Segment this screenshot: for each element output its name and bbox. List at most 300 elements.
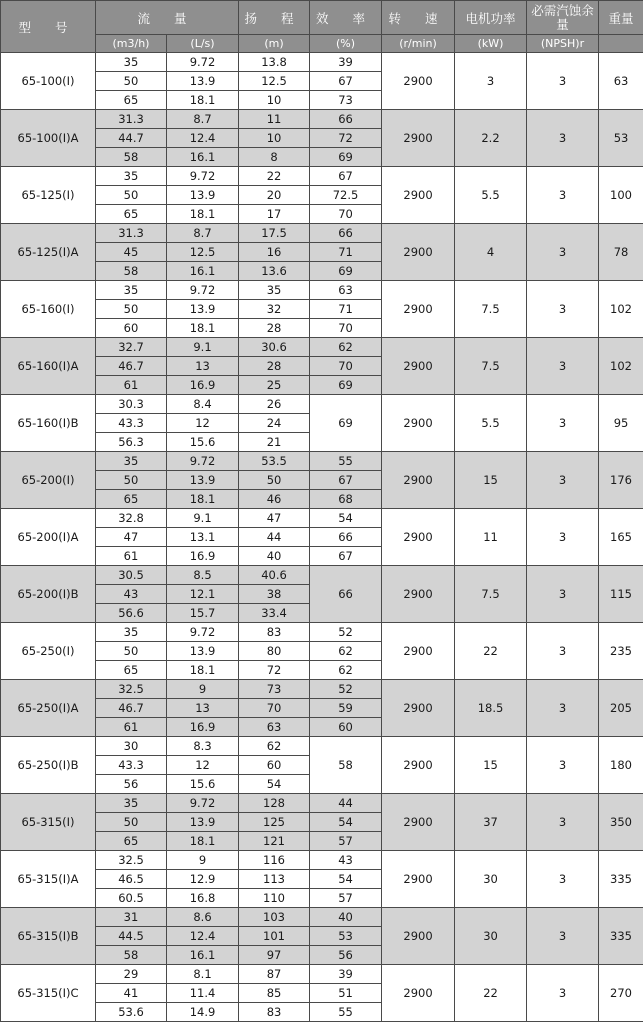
table-row bbox=[1, 338, 643, 357]
speed-cell: 2900 bbox=[382, 566, 455, 623]
power-cell: 7.5 bbox=[455, 281, 527, 338]
flow-m3h-cell: 31.3 bbox=[96, 110, 167, 129]
efficiency-cell: 70 bbox=[310, 205, 382, 224]
weight-cell: 205 bbox=[599, 680, 643, 737]
head-cell: 103 bbox=[239, 908, 310, 927]
flow-ls-cell: 8.1 bbox=[167, 965, 239, 984]
efficiency-cell: 55 bbox=[310, 1003, 382, 1022]
head-cell: 47 bbox=[239, 509, 310, 528]
efficiency-cell: 62 bbox=[310, 661, 382, 680]
speed-cell: 2900 bbox=[382, 224, 455, 281]
efficiency-cell: 54 bbox=[310, 813, 382, 832]
speed-cell: 2900 bbox=[382, 167, 455, 224]
power-cell: 30 bbox=[455, 851, 527, 908]
flow-m3h-cell: 50 bbox=[96, 72, 167, 91]
flow-m3h-cell: 61 bbox=[96, 547, 167, 566]
power-cell: 22 bbox=[455, 623, 527, 680]
flow-m3h-cell: 60.5 bbox=[96, 889, 167, 908]
head-cell: 40.6 bbox=[239, 566, 310, 585]
flow-ls-cell: 9.72 bbox=[167, 452, 239, 471]
flow-ls-cell: 13.9 bbox=[167, 186, 239, 205]
head-cell: 110 bbox=[239, 889, 310, 908]
flow-m3h-cell: 56.3 bbox=[96, 433, 167, 452]
model-cell: 65-160(I)B bbox=[1, 395, 96, 452]
efficiency-cell: 66 bbox=[310, 566, 382, 623]
power-cell: 3 bbox=[455, 53, 527, 110]
flow-m3h-cell: 32.5 bbox=[96, 680, 167, 699]
flow-m3h-cell: 65 bbox=[96, 205, 167, 224]
flow-ls-cell: 8.4 bbox=[167, 395, 239, 414]
units-row bbox=[1, 35, 643, 53]
head-cell: 12.5 bbox=[239, 72, 310, 91]
flow-m3h-cell: 65 bbox=[96, 91, 167, 110]
efficiency-cell: 67 bbox=[310, 547, 382, 566]
flow-m3h-cell: 53.6 bbox=[96, 1003, 167, 1022]
model-cell: 65-250(I) bbox=[1, 623, 96, 680]
weight-cell: 115 bbox=[599, 566, 643, 623]
flow-ls-cell: 13.9 bbox=[167, 72, 239, 91]
flow-ls-cell: 18.1 bbox=[167, 832, 239, 851]
flow-ls-cell: 16.1 bbox=[167, 148, 239, 167]
header-row bbox=[1, 1, 643, 35]
table-row bbox=[1, 167, 643, 186]
header-speed: 转 速 bbox=[382, 1, 455, 35]
head-cell: 8 bbox=[239, 148, 310, 167]
head-cell: 44 bbox=[239, 528, 310, 547]
head-cell: 10 bbox=[239, 91, 310, 110]
efficiency-cell: 55 bbox=[310, 452, 382, 471]
flow-ls-cell: 9.1 bbox=[167, 338, 239, 357]
model-cell: 65-100(I)A bbox=[1, 110, 96, 167]
flow-ls-cell: 13.1 bbox=[167, 528, 239, 547]
flow-m3h-cell: 35 bbox=[96, 452, 167, 471]
header-model: 型 号 bbox=[1, 1, 96, 53]
flow-ls-cell: 8.7 bbox=[167, 224, 239, 243]
flow-ls-cell: 15.7 bbox=[167, 604, 239, 623]
flow-m3h-cell: 30.3 bbox=[96, 395, 167, 414]
header-efficiency: 效 率 bbox=[310, 1, 382, 35]
flow-m3h-cell: 61 bbox=[96, 718, 167, 737]
weight-cell: 63 bbox=[599, 53, 643, 110]
flow-ls-cell: 9.72 bbox=[167, 794, 239, 813]
npsh-cell: 3 bbox=[527, 680, 599, 737]
head-cell: 50 bbox=[239, 471, 310, 490]
efficiency-cell: 67 bbox=[310, 72, 382, 91]
head-cell: 72 bbox=[239, 661, 310, 680]
model-cell: 65-250(I)A bbox=[1, 680, 96, 737]
speed-cell: 2900 bbox=[382, 851, 455, 908]
head-cell: 128 bbox=[239, 794, 310, 813]
head-cell: 20 bbox=[239, 186, 310, 205]
npsh-cell: 3 bbox=[527, 167, 599, 224]
flow-m3h-cell: 50 bbox=[96, 471, 167, 490]
flow-ls-cell: 12.5 bbox=[167, 243, 239, 262]
speed-cell: 2900 bbox=[382, 281, 455, 338]
flow-m3h-cell: 44.5 bbox=[96, 927, 167, 946]
speed-cell: 2900 bbox=[382, 338, 455, 395]
efficiency-cell: 44 bbox=[310, 794, 382, 813]
speed-cell: 2900 bbox=[382, 509, 455, 566]
head-cell: 24 bbox=[239, 414, 310, 433]
npsh-cell: 3 bbox=[527, 53, 599, 110]
flow-ls-cell: 16.9 bbox=[167, 718, 239, 737]
unit-efficiency: (%) bbox=[310, 35, 382, 53]
npsh-cell: 3 bbox=[527, 851, 599, 908]
npsh-cell: 3 bbox=[527, 110, 599, 167]
efficiency-cell: 62 bbox=[310, 338, 382, 357]
flow-m3h-cell: 61 bbox=[96, 376, 167, 395]
model-cell: 65-200(I) bbox=[1, 452, 96, 509]
efficiency-cell: 66 bbox=[310, 528, 382, 547]
header-head: 扬 程 bbox=[239, 1, 310, 35]
npsh-cell: 3 bbox=[527, 224, 599, 281]
npsh-cell: 3 bbox=[527, 395, 599, 452]
head-cell: 116 bbox=[239, 851, 310, 870]
flow-ls-cell: 13.9 bbox=[167, 642, 239, 661]
head-cell: 83 bbox=[239, 623, 310, 642]
speed-cell: 2900 bbox=[382, 623, 455, 680]
flow-ls-cell: 13 bbox=[167, 699, 239, 718]
flow-ls-cell: 18.1 bbox=[167, 319, 239, 338]
weight-cell: 335 bbox=[599, 851, 643, 908]
flow-m3h-cell: 58 bbox=[96, 148, 167, 167]
table-row bbox=[1, 566, 643, 585]
flow-ls-cell: 8.3 bbox=[167, 737, 239, 756]
efficiency-cell: 72.5 bbox=[310, 186, 382, 205]
flow-m3h-cell: 65 bbox=[96, 490, 167, 509]
spec-body bbox=[1, 53, 643, 1022]
power-cell: 7.5 bbox=[455, 338, 527, 395]
model-cell: 65-200(I)A bbox=[1, 509, 96, 566]
header-power: 电机功率 bbox=[455, 1, 527, 35]
flow-ls-cell: 8.6 bbox=[167, 908, 239, 927]
flow-m3h-cell: 58 bbox=[96, 262, 167, 281]
flow-m3h-cell: 65 bbox=[96, 661, 167, 680]
flow-m3h-cell: 30.5 bbox=[96, 566, 167, 585]
head-cell: 53.5 bbox=[239, 452, 310, 471]
head-cell: 125 bbox=[239, 813, 310, 832]
flow-ls-cell: 12.4 bbox=[167, 129, 239, 148]
flow-m3h-cell: 46.7 bbox=[96, 357, 167, 376]
model-cell: 65-200(I)B bbox=[1, 566, 96, 623]
efficiency-cell: 69 bbox=[310, 148, 382, 167]
table-row bbox=[1, 965, 643, 984]
power-cell: 15 bbox=[455, 452, 527, 509]
efficiency-cell: 69 bbox=[310, 395, 382, 452]
table-row bbox=[1, 908, 643, 927]
flow-m3h-cell: 43.3 bbox=[96, 414, 167, 433]
flow-m3h-cell: 41 bbox=[96, 984, 167, 1003]
speed-cell: 2900 bbox=[382, 737, 455, 794]
flow-ls-cell: 16.8 bbox=[167, 889, 239, 908]
head-cell: 17 bbox=[239, 205, 310, 224]
efficiency-cell: 53 bbox=[310, 927, 382, 946]
head-cell: 26 bbox=[239, 395, 310, 414]
flow-m3h-cell: 56 bbox=[96, 775, 167, 794]
head-cell: 17.5 bbox=[239, 224, 310, 243]
speed-cell: 2900 bbox=[382, 395, 455, 452]
efficiency-cell: 67 bbox=[310, 167, 382, 186]
weight-cell: 95 bbox=[599, 395, 643, 452]
flow-m3h-cell: 45 bbox=[96, 243, 167, 262]
table-row bbox=[1, 794, 643, 813]
weight-cell: 78 bbox=[599, 224, 643, 281]
power-cell: 22 bbox=[455, 965, 527, 1022]
flow-ls-cell: 12.9 bbox=[167, 870, 239, 889]
model-cell: 65-315(I)C bbox=[1, 965, 96, 1022]
speed-cell: 2900 bbox=[382, 680, 455, 737]
flow-m3h-cell: 35 bbox=[96, 167, 167, 186]
efficiency-cell: 69 bbox=[310, 262, 382, 281]
model-cell: 65-315(I) bbox=[1, 794, 96, 851]
speed-cell: 2900 bbox=[382, 908, 455, 965]
efficiency-cell: 73 bbox=[310, 91, 382, 110]
unit-flow-m3h: (m3/h) bbox=[96, 35, 167, 53]
head-cell: 73 bbox=[239, 680, 310, 699]
efficiency-cell: 57 bbox=[310, 832, 382, 851]
flow-ls-cell: 8.7 bbox=[167, 110, 239, 129]
efficiency-cell: 66 bbox=[310, 224, 382, 243]
flow-ls-cell: 12.4 bbox=[167, 927, 239, 946]
efficiency-cell: 39 bbox=[310, 965, 382, 984]
flow-ls-cell: 9.1 bbox=[167, 509, 239, 528]
npsh-cell: 3 bbox=[527, 908, 599, 965]
npsh-cell: 3 bbox=[527, 737, 599, 794]
flow-ls-cell: 18.1 bbox=[167, 490, 239, 509]
power-cell: 37 bbox=[455, 794, 527, 851]
efficiency-cell: 62 bbox=[310, 642, 382, 661]
weight-cell: 270 bbox=[599, 965, 643, 1022]
header-weight: 重量 bbox=[599, 1, 643, 35]
efficiency-cell: 59 bbox=[310, 699, 382, 718]
flow-m3h-cell: 29 bbox=[96, 965, 167, 984]
head-cell: 46 bbox=[239, 490, 310, 509]
head-cell: 62 bbox=[239, 737, 310, 756]
table-row bbox=[1, 623, 643, 642]
flow-ls-cell: 16.9 bbox=[167, 547, 239, 566]
table-row bbox=[1, 281, 643, 300]
flow-m3h-cell: 31.3 bbox=[96, 224, 167, 243]
flow-m3h-cell: 50 bbox=[96, 300, 167, 319]
flow-ls-cell: 13.9 bbox=[167, 300, 239, 319]
table-row bbox=[1, 680, 643, 699]
head-cell: 25 bbox=[239, 376, 310, 395]
unit-head: (m) bbox=[239, 35, 310, 53]
flow-ls-cell: 16.1 bbox=[167, 262, 239, 281]
efficiency-cell: 57 bbox=[310, 889, 382, 908]
weight-cell: 235 bbox=[599, 623, 643, 680]
efficiency-cell: 71 bbox=[310, 300, 382, 319]
head-cell: 30.6 bbox=[239, 338, 310, 357]
speed-cell: 2900 bbox=[382, 53, 455, 110]
flow-m3h-cell: 35 bbox=[96, 623, 167, 642]
power-cell: 7.5 bbox=[455, 566, 527, 623]
power-cell: 15 bbox=[455, 737, 527, 794]
weight-cell: 176 bbox=[599, 452, 643, 509]
model-cell: 65-160(I)A bbox=[1, 338, 96, 395]
table-row bbox=[1, 737, 643, 756]
head-cell: 10 bbox=[239, 129, 310, 148]
efficiency-cell: 60 bbox=[310, 718, 382, 737]
header-flow: 流 量 bbox=[96, 1, 239, 35]
table-row bbox=[1, 395, 643, 414]
table-row bbox=[1, 509, 643, 528]
flow-ls-cell: 18.1 bbox=[167, 661, 239, 680]
flow-ls-cell: 12 bbox=[167, 756, 239, 775]
unit-speed: (r/min) bbox=[382, 35, 455, 53]
model-cell: 65-160(I) bbox=[1, 281, 96, 338]
head-cell: 40 bbox=[239, 547, 310, 566]
efficiency-cell: 69 bbox=[310, 376, 382, 395]
npsh-cell: 3 bbox=[527, 452, 599, 509]
head-cell: 97 bbox=[239, 946, 310, 965]
efficiency-cell: 70 bbox=[310, 319, 382, 338]
flow-ls-cell: 15.6 bbox=[167, 433, 239, 452]
npsh-cell: 3 bbox=[527, 281, 599, 338]
flow-ls-cell: 15.6 bbox=[167, 775, 239, 794]
head-cell: 21 bbox=[239, 433, 310, 452]
flow-m3h-cell: 32.7 bbox=[96, 338, 167, 357]
flow-ls-cell: 13.9 bbox=[167, 813, 239, 832]
table-row bbox=[1, 110, 643, 129]
head-cell: 85 bbox=[239, 984, 310, 1003]
power-cell: 18.5 bbox=[455, 680, 527, 737]
power-cell: 4 bbox=[455, 224, 527, 281]
model-cell: 65-125(I) bbox=[1, 167, 96, 224]
flow-ls-cell: 13.9 bbox=[167, 471, 239, 490]
efficiency-cell: 51 bbox=[310, 984, 382, 1003]
flow-m3h-cell: 46.7 bbox=[96, 699, 167, 718]
power-cell: 11 bbox=[455, 509, 527, 566]
npsh-cell: 3 bbox=[527, 794, 599, 851]
flow-m3h-cell: 50 bbox=[96, 642, 167, 661]
speed-cell: 2900 bbox=[382, 794, 455, 851]
table-row bbox=[1, 224, 643, 243]
head-cell: 33.4 bbox=[239, 604, 310, 623]
flow-m3h-cell: 58 bbox=[96, 946, 167, 965]
weight-cell: 165 bbox=[599, 509, 643, 566]
unit-weight bbox=[599, 35, 643, 53]
efficiency-cell: 63 bbox=[310, 281, 382, 300]
model-cell: 65-125(I)A bbox=[1, 224, 96, 281]
efficiency-cell: 70 bbox=[310, 357, 382, 376]
flow-m3h-cell: 35 bbox=[96, 53, 167, 72]
head-cell: 35 bbox=[239, 281, 310, 300]
efficiency-cell: 39 bbox=[310, 53, 382, 72]
flow-ls-cell: 9.72 bbox=[167, 281, 239, 300]
table-row bbox=[1, 452, 643, 471]
head-cell: 80 bbox=[239, 642, 310, 661]
flow-ls-cell: 9.72 bbox=[167, 53, 239, 72]
speed-cell: 2900 bbox=[382, 452, 455, 509]
flow-ls-cell: 18.1 bbox=[167, 91, 239, 110]
head-cell: 13.6 bbox=[239, 262, 310, 281]
flow-m3h-cell: 46.5 bbox=[96, 870, 167, 889]
flow-ls-cell: 9 bbox=[167, 851, 239, 870]
head-cell: 38 bbox=[239, 585, 310, 604]
flow-m3h-cell: 56.6 bbox=[96, 604, 167, 623]
head-cell: 121 bbox=[239, 832, 310, 851]
efficiency-cell: 52 bbox=[310, 623, 382, 642]
head-cell: 101 bbox=[239, 927, 310, 946]
flow-ls-cell: 9.72 bbox=[167, 167, 239, 186]
efficiency-cell: 54 bbox=[310, 870, 382, 889]
efficiency-cell: 56 bbox=[310, 946, 382, 965]
model-cell: 65-315(I)A bbox=[1, 851, 96, 908]
flow-ls-cell: 13 bbox=[167, 357, 239, 376]
flow-m3h-cell: 31 bbox=[96, 908, 167, 927]
head-cell: 28 bbox=[239, 357, 310, 376]
flow-m3h-cell: 43.3 bbox=[96, 756, 167, 775]
head-cell: 70 bbox=[239, 699, 310, 718]
head-cell: 87 bbox=[239, 965, 310, 984]
flow-m3h-cell: 47 bbox=[96, 528, 167, 547]
flow-ls-cell: 16.1 bbox=[167, 946, 239, 965]
weight-cell: 180 bbox=[599, 737, 643, 794]
power-cell: 5.5 bbox=[455, 167, 527, 224]
power-cell: 30 bbox=[455, 908, 527, 965]
flow-m3h-cell: 60 bbox=[96, 319, 167, 338]
efficiency-cell: 71 bbox=[310, 243, 382, 262]
head-cell: 16 bbox=[239, 243, 310, 262]
flow-ls-cell: 9 bbox=[167, 680, 239, 699]
unit-flow-ls: (L/s) bbox=[167, 35, 239, 53]
head-cell: 60 bbox=[239, 756, 310, 775]
efficiency-cell: 54 bbox=[310, 509, 382, 528]
flow-ls-cell: 12 bbox=[167, 414, 239, 433]
flow-m3h-cell: 50 bbox=[96, 186, 167, 205]
npsh-cell: 3 bbox=[527, 566, 599, 623]
unit-npsh: (NPSH)r bbox=[527, 35, 599, 53]
model-cell: 65-315(I)B bbox=[1, 908, 96, 965]
head-cell: 83 bbox=[239, 1003, 310, 1022]
head-cell: 113 bbox=[239, 870, 310, 889]
head-cell: 28 bbox=[239, 319, 310, 338]
weight-cell: 100 bbox=[599, 167, 643, 224]
power-cell: 2.2 bbox=[455, 110, 527, 167]
head-cell: 13.8 bbox=[239, 53, 310, 72]
flow-m3h-cell: 35 bbox=[96, 281, 167, 300]
flow-m3h-cell: 43 bbox=[96, 585, 167, 604]
unit-power: (kW) bbox=[455, 35, 527, 53]
flow-m3h-cell: 35 bbox=[96, 794, 167, 813]
npsh-cell: 3 bbox=[527, 965, 599, 1022]
flow-ls-cell: 9.72 bbox=[167, 623, 239, 642]
flow-ls-cell: 12.1 bbox=[167, 585, 239, 604]
speed-cell: 2900 bbox=[382, 965, 455, 1022]
flow-ls-cell: 16.9 bbox=[167, 376, 239, 395]
head-cell: 32 bbox=[239, 300, 310, 319]
efficiency-cell: 43 bbox=[310, 851, 382, 870]
flow-m3h-cell: 50 bbox=[96, 813, 167, 832]
efficiency-cell: 68 bbox=[310, 490, 382, 509]
head-cell: 54 bbox=[239, 775, 310, 794]
flow-ls-cell: 14.9 bbox=[167, 1003, 239, 1022]
flow-ls-cell: 18.1 bbox=[167, 205, 239, 224]
flow-ls-cell: 8.5 bbox=[167, 566, 239, 585]
npsh-cell: 3 bbox=[527, 509, 599, 566]
weight-cell: 53 bbox=[599, 110, 643, 167]
model-cell: 65-100(I) bbox=[1, 53, 96, 110]
weight-cell: 102 bbox=[599, 281, 643, 338]
flow-m3h-cell: 65 bbox=[96, 832, 167, 851]
model-cell: 65-250(I)B bbox=[1, 737, 96, 794]
npsh-cell: 3 bbox=[527, 623, 599, 680]
flow-m3h-cell: 32.8 bbox=[96, 509, 167, 528]
speed-cell: 2900 bbox=[382, 110, 455, 167]
table-row bbox=[1, 53, 643, 72]
head-cell: 11 bbox=[239, 110, 310, 129]
